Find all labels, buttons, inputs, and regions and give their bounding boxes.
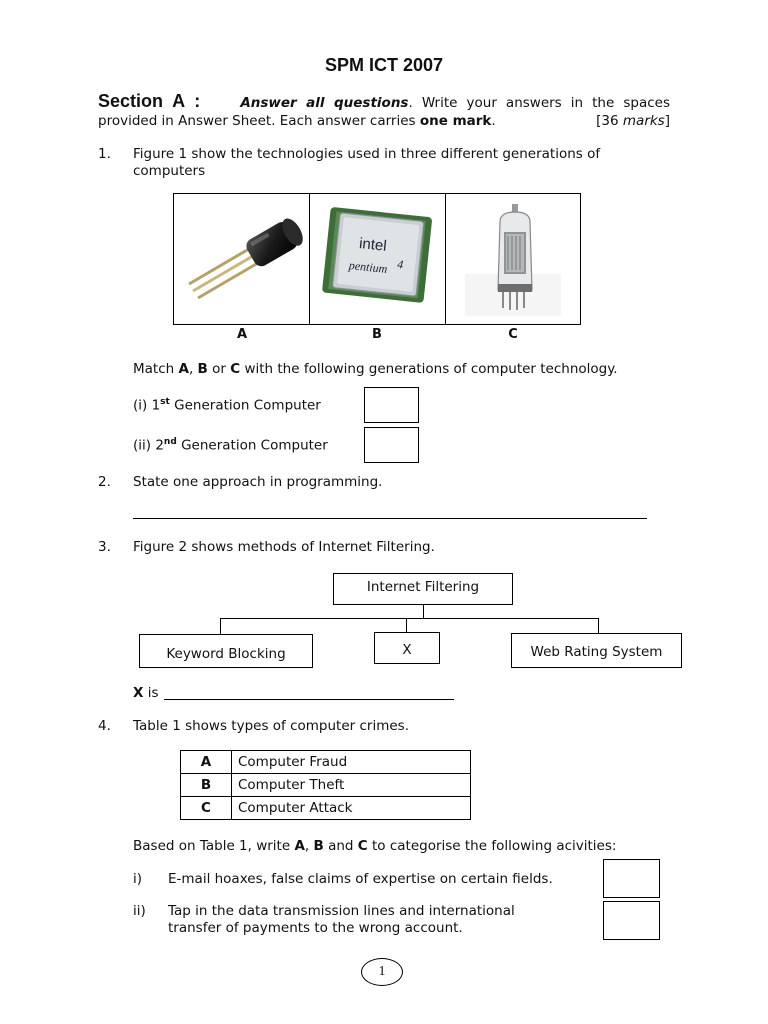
figure-1 [173,193,581,325]
crime-code: C [181,797,232,820]
q3-number: 3. [98,539,111,555]
crime-name: Computer Fraud [232,751,471,774]
q4-item-2-text-line2: transfer of payments to the wrong account. [168,920,463,936]
q3-answer-line[interactable] [164,699,454,700]
q1-number: 1. [98,146,111,162]
crime-code: A [181,751,232,774]
crime-code: B [181,774,232,797]
vacuum-tube-image [446,194,581,322]
chip-model-text: pentium [348,258,389,277]
diagram-root-box: Internet Filtering [333,573,513,605]
q2-text: State one approach in programming. [133,474,383,490]
instruction-emphasis: Answer all questions [240,95,409,111]
figure-cell-a [174,194,310,324]
q4-item-2-text-line1: Tap in the data transmission lines and international [168,903,515,919]
q3-text: Figure 2 shows methods of Internet Filtering. [133,539,435,555]
marks-note: [36 marks] [596,113,670,129]
crime-name: Computer Attack [232,797,471,820]
crimes-table [180,750,471,820]
diagram-connector [598,618,599,633]
instruction-rest: . Write your answers in the spaces [408,95,670,111]
section-label: Section A : [98,91,201,111]
diagram-connector [406,618,407,632]
page-title: SPM ICT 2007 [324,55,444,75]
q1-answer-box-2[interactable] [364,427,419,463]
table-row [181,797,471,820]
q4-instruction: Based on Table 1, write A, B and C to categorise the following acivities: [133,838,617,854]
q4-item-2-number: ii) [133,903,146,919]
page-number: 1 [361,958,403,986]
diagram-connector [423,605,424,618]
q2-answer-line[interactable] [133,518,647,519]
instruction-line-2: provided in Answer Sheet. Each answer carries one mark. [36 marks] [98,113,670,129]
section-header [98,92,670,130]
figure-label-c: C [508,327,518,342]
q2-number: 2. [98,474,111,490]
diagram-child-x: X [374,632,440,664]
transistor-image [174,194,309,322]
q1-text: Figure 1 show the technologies used in three different generations of computers [133,146,601,179]
q1-item-2: (ii) 2nd Generation Computer [133,437,328,454]
q4-answer-box-1[interactable] [603,859,660,898]
table-row [181,774,471,797]
q4-item-1-number: i) [133,871,143,887]
chip-brand-text: intel [358,235,388,255]
diagram-connector [220,618,221,634]
q4-answer-box-2[interactable] [603,901,660,940]
q4-number: 4. [98,718,111,734]
q3-x-is: X is [133,685,159,701]
figure-label-b: B [372,327,382,342]
q1-answer-box-1[interactable] [364,387,419,423]
figure-cell-b [310,194,446,324]
diagram-connector [220,618,599,619]
figure-cell-c [446,194,581,324]
instruction-line-1 [98,92,670,112]
q4-text: Table 1 shows types of computer crimes. [133,718,409,734]
table-row [181,751,471,774]
q4-item-1-text: E-mail hoaxes, false claims of expertise on certain fields. [168,871,553,887]
chip-version-text: 4 [396,257,404,272]
crime-name: Computer Theft [232,774,471,797]
processor-chip-image [310,194,445,322]
diagram-child-keyword-blocking: Keyword Blocking [139,634,313,668]
q1-item-1: (i) 1st Generation Computer [133,397,321,414]
q1-match-instruction: Match A, B or C with the following generations of computer technology. [133,361,618,377]
figure-label-a: A [236,327,248,342]
diagram-child-web-rating: Web Rating System [511,633,682,668]
